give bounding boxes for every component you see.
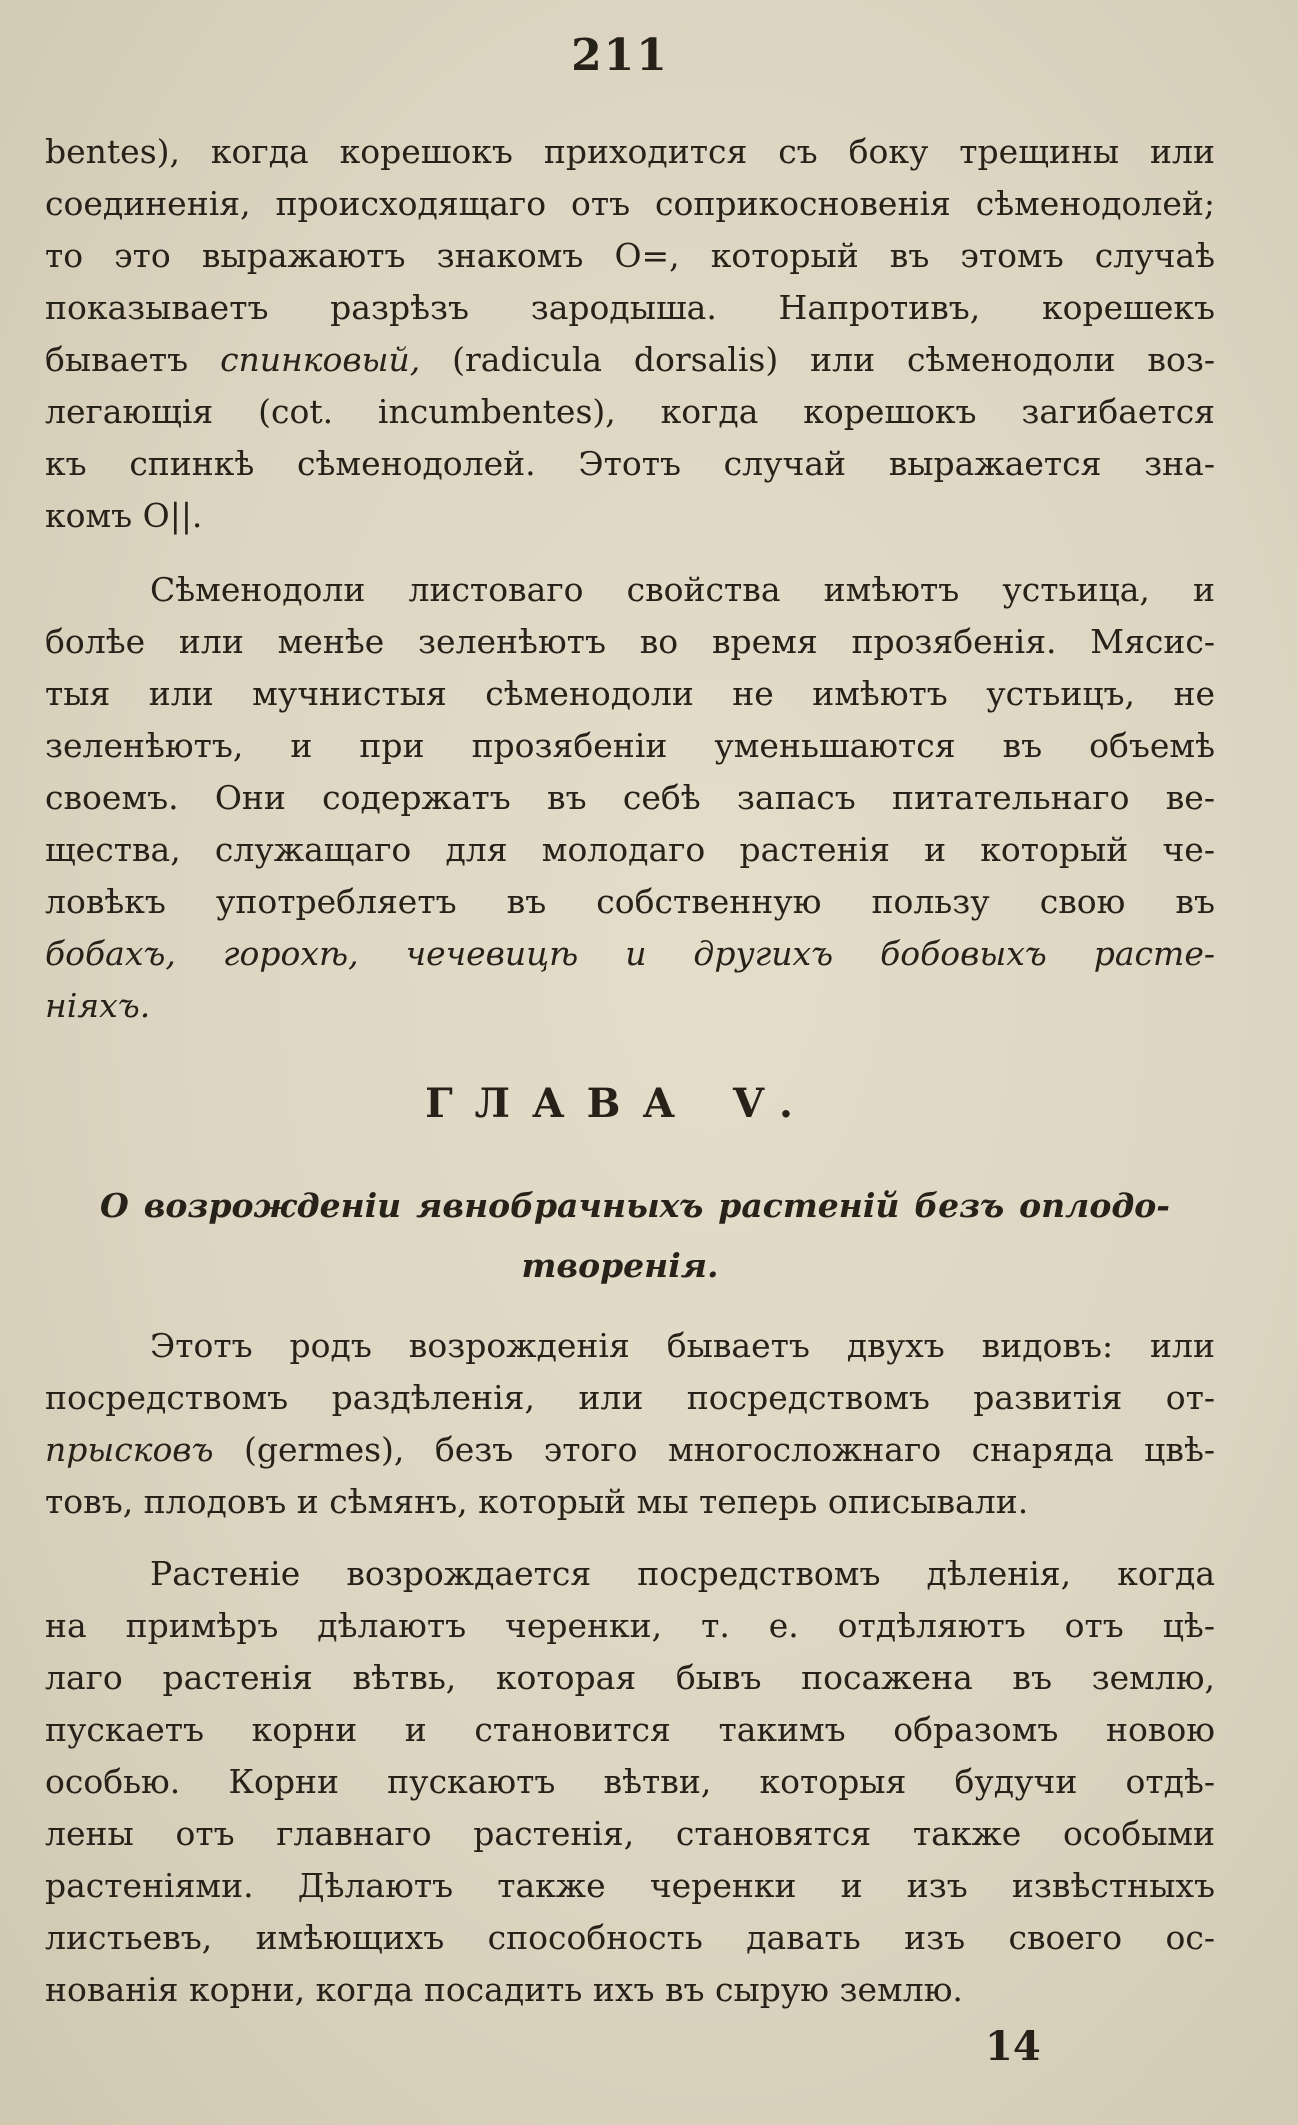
- chapter-title: ГЛАВА V.: [425, 1080, 815, 1127]
- text-line: на примѣръ дѣлаютъ черенки, т. е. отдѣляютъ отъ цѣ-: [45, 1606, 1215, 1645]
- page-number: 211: [571, 30, 669, 81]
- text-line: показываетъ разрѣзъ зародыша. Напротивъ, корешекъ: [45, 288, 1215, 327]
- text-line: комъ O||.: [45, 496, 203, 535]
- text-line: бобахъ, горохѣ, чечевицѣ и другихъ бобовыхъ расте-: [45, 934, 1215, 973]
- text-line: Сѣменодоли листоваго свойства имѣютъ устьица, и: [150, 570, 1215, 609]
- text-line: легающія (cot. incumbentes), когда корешокъ загибается: [45, 392, 1215, 431]
- text-line: лаго растенія вѣтвь, которая бывъ посажена въ землю,: [45, 1658, 1215, 1697]
- chapter-subtitle: О возрожденіи явнобрачныхъ растеній безъ оплодо-: [100, 1186, 1170, 1225]
- text-line: зеленѣютъ, и при прозябеніи уменьшаются въ объемѣ: [45, 726, 1215, 765]
- text-line: лены отъ главнаго растенія, становятся также особыми: [45, 1814, 1215, 1853]
- text-line: прысковъ (germes), безъ этого многосложнаго снаряда цвѣ-: [45, 1430, 1215, 1469]
- text-line: листьевъ, имѣющихъ способность давать изъ своего ос-: [45, 1918, 1215, 1957]
- text-line: Этотъ родъ возрожденія бываетъ двухъ видовъ: или: [150, 1326, 1215, 1365]
- text-line: соединенія, происходящаго отъ соприкосновенія сѣменодолей;: [45, 184, 1215, 223]
- text-line: ловѣкъ употребляетъ въ собственную пользу свою въ: [45, 882, 1215, 921]
- signature-mark: 14: [985, 2023, 1041, 2070]
- text-line: товъ, плодовъ и сѣмянъ, который мы теперь описывали.: [45, 1482, 1029, 1521]
- chapter-subtitle-continuation: творенія.: [521, 1246, 719, 1285]
- text-line: тыя или мучнистыя сѣменодоли не имѣютъ устьицъ, не: [45, 674, 1215, 713]
- text-line: то это выражаютъ знакомъ O=, который въ этомъ случаѣ: [45, 236, 1215, 275]
- text-line: особью. Корни пускаютъ вѣтви, которыя будучи отдѣ-: [45, 1762, 1215, 1801]
- text-line: къ спинкѣ сѣменодолей. Этотъ случай выражается зна-: [45, 444, 1215, 483]
- text-line: болѣе или менѣе зеленѣютъ во время прозябенія. Мясис-: [45, 622, 1215, 661]
- text-line: посредствомъ раздѣленія, или посредствомъ развитія от-: [45, 1378, 1215, 1417]
- text-line: своемъ. Они содержатъ въ себѣ запасъ питательнаго ве-: [45, 778, 1215, 817]
- text-line: bentes), когда корешокъ приходится съ боку трещины или: [45, 132, 1215, 171]
- text-line: растеніями. Дѣлаютъ также черенки и изъ извѣстныхъ: [45, 1866, 1215, 1905]
- text-line: ніяхъ.: [45, 986, 151, 1025]
- text-line: щества, служащаго для молодаго растенія и который че-: [45, 830, 1215, 869]
- text-line: нованія корни, когда посадить ихъ въ сырую землю.: [45, 1970, 963, 2009]
- text-line: пускаетъ корни и становится такимъ образомъ новою: [45, 1710, 1215, 1749]
- text-line: бываетъ спинковый, (radicula dorsalis) или сѣменодоли воз-: [45, 340, 1215, 379]
- text-line: Растеніе возрождается посредствомъ дѣленія, когда: [150, 1554, 1215, 1593]
